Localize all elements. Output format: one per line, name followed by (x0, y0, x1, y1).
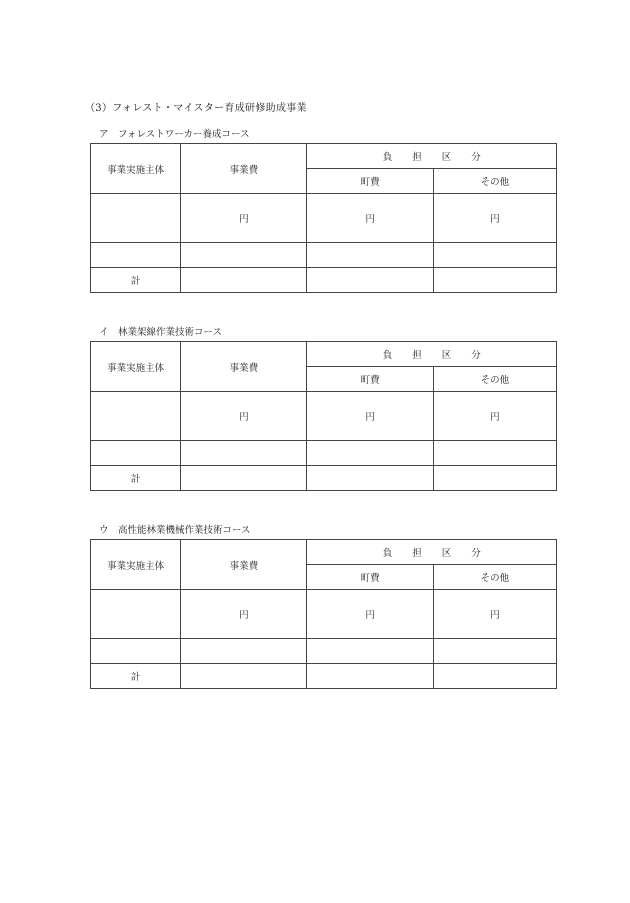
town-cost-cell[interactable]: 円 (307, 590, 433, 639)
cost-cell[interactable]: 円 (181, 392, 307, 441)
other-cell[interactable]: 円 (433, 194, 556, 243)
total-town-cost-cell[interactable] (307, 268, 433, 293)
town-cost-cell[interactable] (307, 243, 433, 268)
header-town-cost: 町費 (307, 367, 433, 392)
entity-cell[interactable] (91, 392, 181, 441)
cost-cell[interactable] (181, 243, 307, 268)
entity-cell[interactable] (91, 194, 181, 243)
total-row (91, 466, 557, 491)
town-cost-cell[interactable] (307, 441, 433, 466)
other-cell[interactable]: 円 (433, 392, 556, 441)
header-other: その他 (433, 367, 556, 392)
table-row (91, 441, 557, 466)
cost-cell[interactable]: 円 (181, 194, 307, 243)
total-label: 計 (91, 664, 181, 689)
total-label: 計 (91, 466, 181, 491)
header-burden-category: 負 担 区 分 (307, 144, 557, 169)
other-cell[interactable] (433, 639, 556, 664)
header-town-cost: 町費 (307, 169, 433, 194)
other-cell[interactable] (433, 441, 556, 466)
header-entity: 事業実施主体 (91, 144, 181, 194)
total-town-cost-cell[interactable] (307, 664, 433, 689)
cost-cell[interactable]: 円 (181, 590, 307, 639)
table-row (91, 392, 557, 441)
header-town-cost: 町費 (307, 565, 433, 590)
header-other: その他 (433, 169, 556, 194)
page-heading: （3）フォレスト・マイスター育成研修助成事業 (85, 103, 307, 114)
burden-table-i (90, 341, 557, 491)
header-cost: 事業費 (181, 342, 307, 392)
header-entity: 事業実施主体 (91, 342, 181, 392)
table-row (91, 590, 557, 639)
total-cost-cell[interactable] (181, 664, 307, 689)
total-cost-cell[interactable] (181, 466, 307, 491)
total-other-cell[interactable] (433, 664, 556, 689)
town-cost-cell[interactable] (307, 639, 433, 664)
total-other-cell[interactable] (433, 466, 556, 491)
header-burden-category: 負 担 区 分 (307, 342, 557, 367)
town-cost-cell[interactable]: 円 (307, 392, 433, 441)
header-other: その他 (433, 565, 556, 590)
entity-cell[interactable] (91, 590, 181, 639)
section-title-a: ア フォレストワーカー養成コース (99, 129, 250, 140)
entity-cell[interactable] (91, 639, 181, 664)
entity-cell[interactable] (91, 243, 181, 268)
cost-cell[interactable] (181, 639, 307, 664)
other-cell[interactable]: 円 (433, 590, 556, 639)
header-entity: 事業実施主体 (91, 540, 181, 590)
total-cost-cell[interactable] (181, 268, 307, 293)
table-row (91, 639, 557, 664)
entity-cell[interactable] (91, 441, 181, 466)
header-burden-category: 負 担 区 分 (307, 540, 557, 565)
total-label: 計 (91, 268, 181, 293)
header-cost: 事業費 (181, 540, 307, 590)
section-title-i: イ 林業架線作業技術コース (99, 327, 223, 338)
burden-table-u (90, 539, 557, 689)
other-cell[interactable] (433, 243, 556, 268)
burden-table-a (90, 143, 557, 293)
total-town-cost-cell[interactable] (307, 466, 433, 491)
table-row (91, 194, 557, 243)
total-row (91, 268, 557, 293)
table-row (91, 243, 557, 268)
header-cost: 事業費 (181, 144, 307, 194)
total-other-cell[interactable] (433, 268, 556, 293)
town-cost-cell[interactable]: 円 (307, 194, 433, 243)
cost-cell[interactable] (181, 441, 307, 466)
total-row (91, 664, 557, 689)
section-title-u: ウ 高性能林業機械作業技術コース (99, 525, 251, 536)
